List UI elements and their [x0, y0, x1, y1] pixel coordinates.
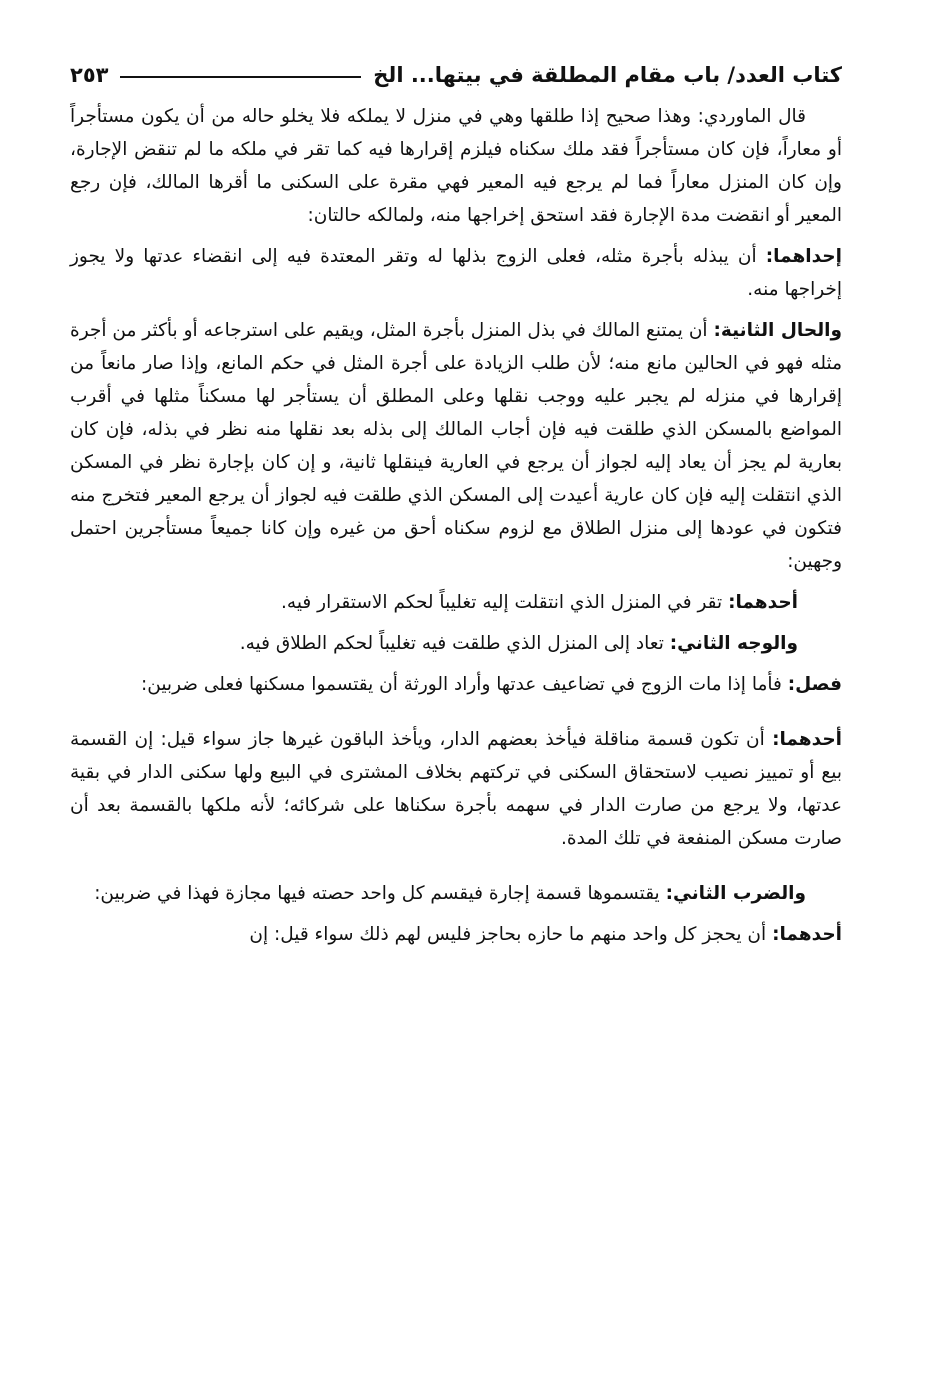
page-number: ٢٥٣	[70, 62, 109, 87]
paragraph-text: يقتسموها قسمة إجارة فيقسم كل واحد حصته فيها مجازة فهذا في ضربين:	[94, 883, 660, 904]
paragraph-text: تعاد إلى المنزل الذي طلقت فيه تغليباً لحكم الطلاق فيه.	[239, 633, 664, 654]
paragraph-lead: فصل:	[787, 674, 842, 695]
paragraph-intro	[70, 100, 842, 232]
paragraph-lead: أحدهما:	[772, 924, 842, 945]
body-text	[70, 100, 842, 951]
paragraph-section	[70, 668, 842, 701]
paragraph-first-case	[70, 240, 842, 306]
paragraph-text: أن يحجز كل واحد منهم ما حازه بحاجز فليس لهم ذلك سواء قيل: إن	[249, 924, 767, 945]
paragraph-lead: والوجه الثاني:	[669, 633, 798, 654]
paragraph-lead: أحدهما:	[772, 729, 842, 750]
paragraph-text: أن يمتنع المالك في بذل المنزل بأجرة المثل، ويقيم على استرجاعه أو بأكثر من أجرة مثله فهو في الحالين مانع منه؛ لأن طلب الزيادة على أجرة المثل في حكم المانع، وإذا صار مانعاً من إقرارها في منزله لم يجبر عليه ووجب نقلها وعلى المطلق أن يستأجر لها مسكناً مثلها في أقرب المواضع بالمسكن الذي طلقت فيه فإن أجاب المالك إلى بذله بعد نقلها منه نظر في بذله، فإن كان بعارية لم يجز أن يعاد إليه لجواز أن يرجع في العارية فينقلها ثانية، و إن كان بإجارة نظر في المسكن الذي انتقلت إليه فإن كان عارية أعيدت إلى المسكن الذي طلقت فيه لجواز أن يرجع المعير فتخرج منه فتكون في عودها إلى منزل الطلاق مع لزوم سكناه أحق من غيره وإن كانا جميعاً مستأجرين احتمل وجهين:	[70, 320, 842, 572]
paragraph-text: تقر في المنزل الذي انتقلت إليه تغليباً لحكم الاستقرار فيه.	[281, 592, 723, 613]
paragraph-option-one	[70, 586, 842, 619]
paragraph-lead: والضرب الثاني:	[665, 883, 806, 904]
paragraph-text: فأما إذا مات الزوج في تضاعيف عدتها وأراد الورثة أن يقتسموا مسكنها فعلى ضربين:	[141, 674, 782, 695]
paragraph-continued	[70, 918, 842, 951]
paragraph-lead: أحدهما:	[728, 592, 798, 613]
paragraph-option-two	[70, 627, 842, 660]
header-rule	[120, 76, 361, 78]
paragraph-text: أن تكون قسمة مناقلة فيأخذ بعضهم الدار، ويأخذ الباقون غيرها جاز سواء قيل: إن القسمة بيع أو تمييز نصيب لاستحقاق السكنى في تركتهم بخلاف المشترى في البيع ولها سكنى الدار في بقية عدتها، ولا يرجع من صارت الدار في سهمه بأجرة سكناها على شركائه؛ لأنه ملكها بالقسمة بعد أن صارت مسكن المنفعة في تلك المدة.	[70, 729, 842, 849]
paragraph-text: قال الماوردي: وهذا صحيح إذا طلقها وهي في منزل لا يملكه فلا يخلو حاله من أن يكون مستأجراً أو معاراً، فإن كان مستأجراً فقد ملك سكناه فيلزم إقرارها فيه كما تقر في ملكه ما لم تنقض الإجارة، وإن كان المنزل معاراً فما لم يرجع فيه المعير فهي مقرة على السكنى ما أقرها المالك، فإن رجع المعير أو انقضت مدة الإجارة فقد استحق إخراجها منه، ولمالكه حالتان:	[70, 106, 842, 226]
paragraph-division-second	[70, 877, 842, 910]
paragraph-text: أن يبذله بأجرة مثله، فعلى الزوج بذلها له وتقر المعتدة فيه إلى انقضاء عدتها ولا يجوز إخراجها منه.	[70, 246, 842, 300]
paragraph-division-first	[70, 723, 842, 855]
paragraph-second-case	[70, 314, 842, 578]
running-head: كتاب العدد/ باب مقام المطلقة في بيتها... الخ	[373, 62, 842, 87]
document-page	[70, 52, 842, 1342]
page-header	[70, 52, 842, 98]
paragraph-lead: والحال الثانية:	[713, 320, 842, 341]
paragraph-lead: إحداهما:	[765, 246, 842, 267]
